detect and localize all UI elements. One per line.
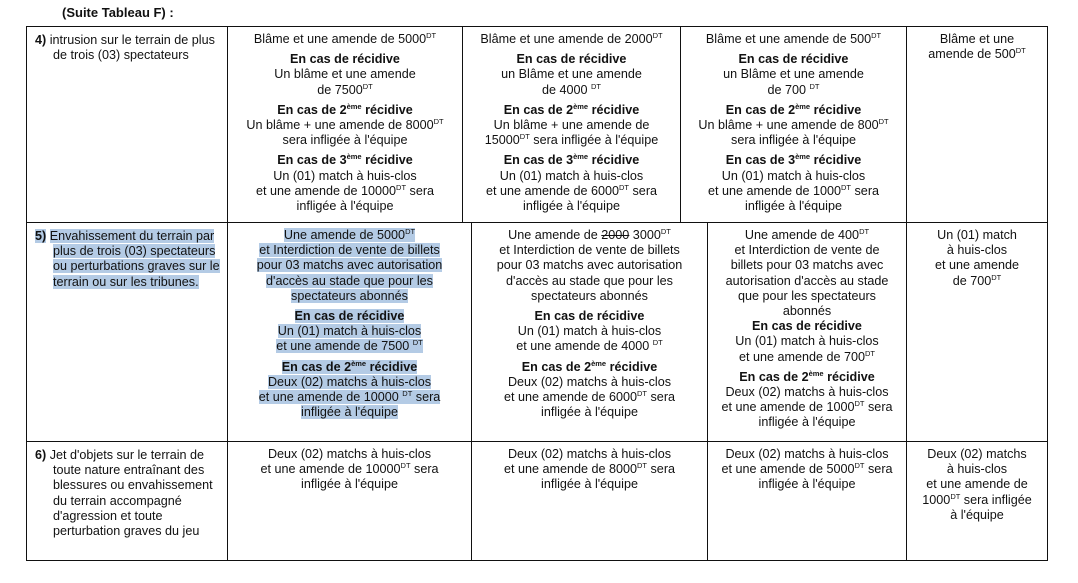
superscript: ème (346, 152, 362, 162)
text-line: $1000^{DT}$ sera infligée (922, 491, 1032, 507)
penalty-line (708, 350, 906, 365)
text-line: Blâme et une amende de $5000^{DT}$ (253, 31, 437, 46)
penalty-line (681, 67, 906, 82)
recidivism-block (463, 103, 680, 149)
superscript: DT (871, 31, 882, 40)
base-penalty-block (681, 32, 906, 47)
page-title: (Suite Tableau F) : (62, 5, 174, 20)
base-penalty-block (228, 32, 462, 47)
penalty-line (472, 339, 707, 354)
text-line: En cas de 2ème récidive (739, 368, 875, 384)
recidivism-block (681, 103, 906, 149)
text-line: En cas de récidive (294, 309, 405, 324)
penalty-line (472, 274, 707, 289)
recidivism-heading (472, 309, 707, 324)
recidivism-heading (228, 153, 462, 168)
penalty-line (472, 324, 707, 339)
recidivism-block (228, 103, 462, 149)
offence-text: Envahissement du terrain par plus de trois (03) spectateurs ou perturbations graves sur le terrain ou sur les tribunes. (49, 229, 220, 289)
text-line: Blâme et une amende de $500^{DT}$ (705, 31, 882, 46)
text-line: Un (01) match à huis-clos (735, 334, 879, 349)
text-line: sera infligée à l'équipe (282, 133, 408, 148)
recidivism-heading (708, 319, 906, 334)
superscript: DT (809, 81, 820, 91)
recidivism-heading (463, 153, 680, 168)
offence-number: 4) (35, 33, 47, 47)
text-line: Un (01) match (937, 228, 1017, 242)
penalty-line (472, 447, 707, 462)
recidivism-heading (463, 52, 680, 67)
penalty-line (708, 477, 906, 492)
penalty-line (708, 243, 906, 258)
superscript: DT (854, 461, 865, 471)
superscript: DT (950, 491, 961, 501)
text-line: et une amende de $6000^{DT}$ sera (485, 182, 658, 198)
recidivism-block (228, 153, 462, 214)
text-line: un Blâme et une amende (723, 67, 864, 82)
recidivism-block (228, 309, 471, 355)
text-line: et une amende de $10000^{DT}$ sera (255, 182, 435, 198)
superscript: ème (346, 101, 362, 111)
base-penalty-block (907, 32, 1047, 62)
text-line: et une amende de $700^{DT}$ (738, 348, 876, 364)
offence-number: 5) (35, 229, 47, 243)
penalty-cell[interactable] (471, 223, 707, 442)
table-row-4 (27, 27, 1047, 222)
recidivism-heading (708, 370, 906, 385)
text-line: infligée à l'équipe (758, 415, 856, 430)
recidivism-heading (463, 103, 680, 118)
text-line: pour 03 matchs avec autorisation (256, 258, 443, 273)
penalty-line (472, 243, 707, 258)
penalty-line (228, 289, 471, 304)
penalty-line (472, 228, 707, 243)
penalty-line (681, 133, 906, 148)
base-penalty-block (472, 228, 707, 304)
penalty-cell[interactable] (707, 223, 906, 442)
text-line: abonnés (782, 304, 832, 319)
text-line: Deux (02) matchs à huis-clos (507, 374, 672, 389)
penalty-line (228, 405, 471, 420)
text-line: En cas de récidive (290, 52, 400, 67)
text-line: infligée à l'équipe (296, 199, 394, 214)
penalty-line (228, 243, 471, 258)
text-line: de $700^{DT}$ (952, 272, 1002, 288)
penalty-line (681, 184, 906, 199)
penalty-line (228, 477, 471, 492)
recidivism-block (228, 52, 462, 98)
text-line: à huis-clos (946, 243, 1008, 258)
text-line: En cas de récidive (516, 52, 627, 67)
penalty-line (472, 477, 707, 492)
text-line: infligée à l'équipe (541, 405, 638, 420)
recidivism-block (463, 153, 680, 214)
text-line: Deux (02) matchs à huis-clos (267, 374, 432, 389)
penalty-line (228, 447, 471, 462)
penalty-line (681, 118, 906, 133)
recidivism-block (708, 319, 906, 365)
penalty-cell[interactable] (227, 442, 471, 560)
superscript: DT (1015, 46, 1026, 56)
penalty-line (708, 462, 906, 477)
text-line: et une amende (934, 258, 1020, 273)
text-line: Un (01) match à huis-clos (499, 168, 644, 183)
recidivism-block (681, 52, 906, 98)
recidivism-block (472, 360, 707, 421)
text-line: Deux (02) matchs à huis-clos (725, 447, 889, 461)
penalty-line (708, 304, 906, 319)
offence-cell[interactable] (27, 27, 227, 222)
superscript: DT (841, 182, 852, 192)
penalty-line (472, 289, 707, 304)
penalty-cell[interactable] (227, 223, 471, 442)
penalty-line (463, 199, 680, 214)
penalty-line (228, 390, 471, 405)
penalty-line (463, 118, 680, 133)
superscript: ème (808, 368, 824, 378)
superscript: ème (573, 152, 589, 162)
penalty-line (907, 243, 1047, 258)
superscript: DT (362, 81, 373, 91)
text-line: Un blâme et une amende (274, 67, 416, 82)
base-penalty-block (907, 447, 1047, 523)
recidivism-heading (472, 360, 707, 375)
penalty-line (228, 133, 462, 148)
penalty-line (472, 375, 707, 390)
superscript: DT (619, 182, 630, 192)
penalty-line (907, 462, 1047, 477)
base-penalty-block (228, 228, 471, 304)
recidivism-block (472, 309, 707, 355)
text-line: infligée à l'équipe (745, 199, 842, 214)
struck-amount: 2000 (601, 228, 630, 242)
recidivism-block (708, 370, 906, 431)
penalty-line (463, 169, 680, 184)
text-line: Blâme et une amende de $2000^{DT}$ (480, 31, 663, 46)
text-line: de $7500^{DT}$ (317, 81, 373, 97)
superscript: DT (652, 338, 663, 348)
offence-cell[interactable] (27, 223, 227, 442)
recidivism-heading (681, 52, 906, 67)
text-line: et une amende de $1000^{DT}$ sera (721, 399, 893, 415)
text-line: de 700 $^{DT}$ (767, 81, 820, 97)
penalty-cell[interactable] (680, 27, 906, 222)
penalty-line (472, 258, 707, 273)
recidivism-block (228, 360, 471, 421)
superscript: DT (865, 348, 876, 358)
table-row-6 (27, 441, 1047, 560)
penalty-line (463, 32, 680, 47)
text-line: En cas de récidive (738, 52, 849, 67)
penalty-line (228, 258, 471, 273)
offence-description (35, 448, 221, 539)
penalty-line (463, 184, 680, 199)
text-line: à huis-clos (946, 462, 1008, 477)
recidivism-block (463, 52, 680, 98)
text-line: et une amende de $8000^{DT}$ sera (503, 461, 676, 477)
superscript: DT (660, 227, 671, 236)
text-line: Un (01) match à huis-clos (273, 168, 417, 183)
text-line: En cas de 3ème récidive (503, 152, 640, 168)
superscript: DT (396, 182, 407, 192)
text-line: et Interdiction de vente de (734, 243, 880, 258)
text-line: Un blâme + une amende de $8000^{DT}$ (246, 117, 444, 133)
penalty-line (228, 339, 471, 354)
penalty-line (907, 493, 1047, 508)
recidivism-heading (228, 52, 462, 67)
superscript: DT (405, 227, 416, 236)
text-line: Blâme et une (939, 32, 1015, 46)
text-line: spectateurs abonnés (291, 288, 408, 303)
text-line: infligée à l'équipe (541, 477, 638, 492)
superscript: DT (991, 272, 1002, 282)
text-line: Un (01) match à huis-clos (277, 324, 422, 339)
superscript: DT (519, 132, 530, 142)
offence-text: Jet d'objets sur le terrain de toute nature entraînant des blessures ou envahissement du terrain accompagné d'agression et toute perturbation graves du jeu (49, 448, 213, 539)
superscript: ème (573, 101, 589, 111)
text-line: En cas de 2ème récidive (281, 358, 418, 374)
text-line: de 4000 $^{DT}$ (541, 81, 602, 97)
text-line: amende de $500^{DT}$ (928, 46, 1026, 62)
penalty-cell[interactable] (227, 27, 462, 222)
penalty-line (228, 199, 462, 214)
text-line: Deux (02) matchs à huis-clos (507, 447, 672, 461)
penalty-line (681, 169, 906, 184)
penalty-cell[interactable] (906, 223, 1047, 442)
recidivism-heading (228, 360, 471, 375)
text-line: et une amende de $10000^{DT}$ sera (260, 461, 439, 477)
text-line: sera infligée à l'équipe (731, 133, 856, 148)
base-penalty-block (907, 228, 1047, 289)
penalty-line (228, 274, 471, 289)
penalty-line (708, 228, 906, 243)
recidivism-heading (228, 309, 471, 324)
penalty-line (681, 32, 906, 47)
penalty-line (708, 334, 906, 349)
text-line: En cas de récidive (534, 309, 645, 324)
penalty-line (708, 258, 906, 273)
penalty-line (907, 258, 1047, 273)
recidivism-block (681, 153, 906, 214)
text-line: et une amende de 4000 $^{DT}$ (516, 338, 663, 354)
penalty-line (228, 83, 462, 98)
penalty-line (228, 228, 471, 243)
text-line: En cas de 3ème récidive (725, 152, 862, 168)
text-line: En cas de récidive (752, 319, 862, 334)
text-line: Une amende de $400^{DT}$ (744, 227, 870, 242)
penalty-cell[interactable] (906, 442, 1047, 560)
base-penalty-block (708, 447, 906, 493)
superscript: DT (412, 338, 423, 348)
penalty-line (228, 118, 462, 133)
penalty-line (472, 462, 707, 477)
text-line: billets pour 03 matchs avec (730, 258, 884, 273)
text-line: En cas de 2ème récidive (725, 101, 862, 117)
superscript: DT (402, 389, 413, 399)
superscript: DT (426, 31, 437, 40)
recidivism-heading (228, 103, 462, 118)
base-penalty-block (463, 32, 680, 47)
penalty-line (228, 169, 462, 184)
text-line: spectateurs abonnés (531, 288, 648, 303)
base-penalty-block (228, 447, 471, 493)
penalty-line (681, 199, 906, 214)
penalty-line (708, 415, 906, 430)
text-line: et une amende de 10000 $^{DT}$ sera (258, 389, 441, 405)
penalty-line (708, 289, 906, 304)
superscript: DT (652, 31, 663, 40)
penalty-line (228, 462, 471, 477)
penalty-line (907, 228, 1047, 243)
superscript: DT (433, 117, 444, 127)
penalty-cell[interactable] (462, 27, 680, 222)
sanctions-table (26, 26, 1048, 561)
text-line: $15000^{DT}$ sera infligée à l'équipe (484, 132, 659, 148)
text-line: et une amende de $6000^{DT}$ sera (503, 389, 676, 405)
penalty-cell[interactable] (906, 27, 1047, 222)
text-line: Un blâme + une amende de (493, 118, 650, 133)
text-line: infligée à l'équipe (523, 199, 620, 214)
superscript: DT (878, 117, 889, 127)
text-line: Deux (02) matchs à huis-clos (267, 447, 432, 461)
penalty-line (228, 184, 462, 199)
text-line: Un (01) match à huis-clos (721, 168, 866, 183)
text-line: infligée à l'équipe (301, 405, 398, 420)
penalty-line (907, 274, 1047, 289)
text-line: et une amende de $1000^{DT}$ sera (707, 182, 880, 198)
base-penalty-block (708, 228, 906, 319)
penalty-line (463, 67, 680, 82)
text-line: à l'équipe (950, 507, 1004, 522)
penalty-line (907, 447, 1047, 462)
superscript: DT (637, 389, 648, 399)
text-line: Deux (02) matchs (927, 447, 1027, 461)
penalty-cell[interactable] (707, 442, 906, 560)
text-line: d'accès au stade que pour les (266, 273, 433, 288)
penalty-line (228, 375, 471, 390)
text-line: d'accès au stade que pour les (506, 273, 673, 288)
text-line: et Interdiction de vente de billets (499, 243, 680, 258)
text-line: En cas de 2ème récidive (521, 358, 658, 374)
text-line: Une amende de $5000^{DT}$ (283, 227, 416, 242)
text-line: En cas de 2ème récidive (503, 101, 640, 117)
penalty-line (472, 390, 707, 405)
offence-description (35, 229, 221, 290)
penalty-line (463, 83, 680, 98)
text-line: et une amende de (926, 477, 1028, 492)
text-line: Une amende de 2000 $3000^{DT}$ (508, 227, 671, 242)
superscript: DT (637, 461, 648, 471)
penalty-cell[interactable] (471, 442, 707, 560)
offence-cell[interactable] (27, 442, 227, 560)
superscript: DT (400, 461, 411, 471)
text-line: pour 03 matchs avec autorisation (496, 258, 683, 273)
recidivism-heading (681, 153, 906, 168)
penalty-line (708, 385, 906, 400)
text-line: infligée à l'équipe (301, 477, 398, 492)
superscript: DT (854, 399, 865, 409)
penalty-line (463, 133, 680, 148)
penalty-line (228, 32, 462, 47)
recidivism-heading (681, 103, 906, 118)
text-line: que pour les spectateurs (738, 288, 876, 303)
superscript: ème (795, 152, 811, 162)
penalty-line (708, 400, 906, 415)
text-line: Deux (02) matchs à huis-clos (725, 385, 889, 400)
superscript: DT (591, 81, 602, 91)
text-line: autorisation d'accès au stade (725, 273, 889, 288)
penalty-line (681, 83, 906, 98)
table-row-5 (27, 222, 1047, 442)
text-line: et une amende de $5000^{DT}$ sera (721, 461, 893, 477)
text-line: En cas de 2ème récidive (277, 101, 413, 117)
superscript: DT (859, 227, 870, 236)
offence-description (35, 33, 221, 63)
text-line: En cas de 3ème récidive (277, 152, 413, 168)
penalty-line (472, 405, 707, 420)
penalty-line (907, 477, 1047, 492)
penalty-line (708, 447, 906, 462)
penalty-line (228, 67, 462, 82)
penalty-line (907, 508, 1047, 523)
base-penalty-block (472, 447, 707, 493)
text-line: un Blâme et une amende (501, 67, 642, 82)
text-line: Un (01) match à huis-clos (517, 324, 662, 339)
penalty-line (708, 274, 906, 289)
offence-text: intrusion sur le terrain de plus de trois (03) spectateurs (49, 33, 215, 63)
text-line: et Interdiction de vente de billets (259, 243, 440, 258)
text-line: et une amende de 7500 $^{DT}$ (276, 338, 423, 354)
penalty-line (228, 324, 471, 339)
penalty-line (907, 47, 1047, 62)
superscript: ème (351, 358, 367, 368)
superscript: ème (591, 358, 607, 368)
penalty-line (907, 32, 1047, 47)
offence-number: 6) (35, 448, 47, 462)
superscript: ème (795, 101, 811, 111)
text-line: infligée à l'équipe (758, 477, 856, 492)
text-line: Un blâme + une amende de $800^{DT}$ (698, 117, 889, 133)
